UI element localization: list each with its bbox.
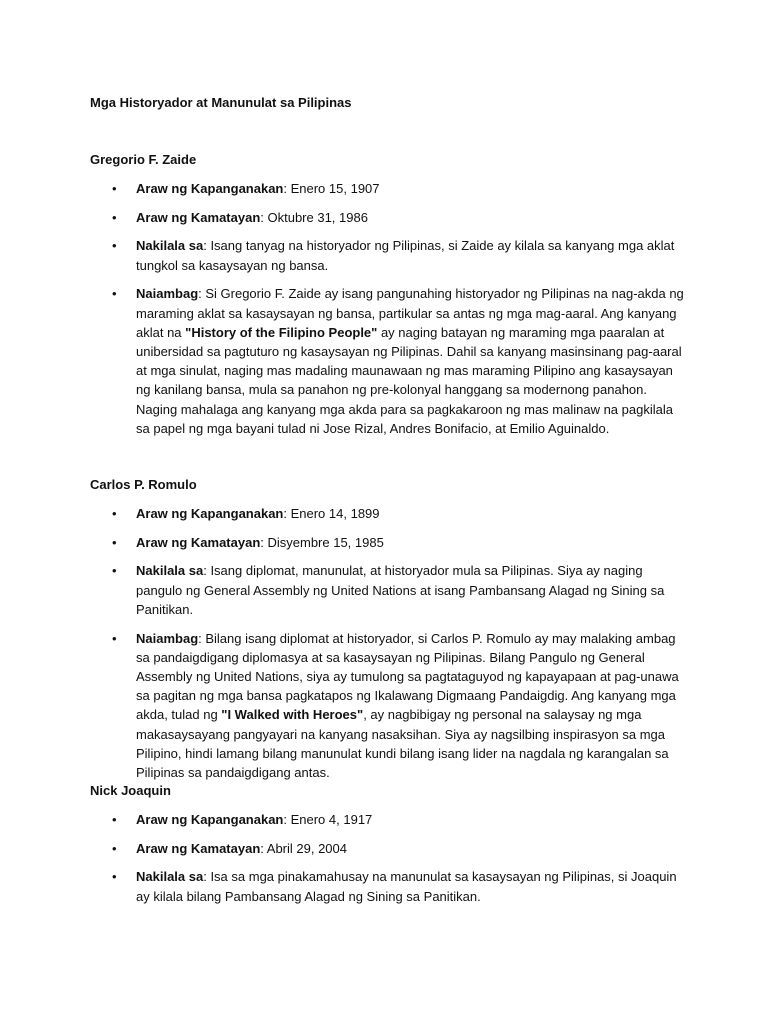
fact-known-for <box>90 867 690 905</box>
fact-label: Naiambag <box>136 630 199 646</box>
bullet-icon: • <box>112 812 117 827</box>
fact-list-joaquin <box>90 810 690 915</box>
fact-value: : Si Gregorio F. Zaide ay isang pangunahing historyador ng Pilipinas na nag-akda ng maraming aklat sa kasaysayan ng bansa, partikular sa antas ng mga mag-aaral. Ang kanyang aklat na <box>136 286 684 340</box>
fact-value: : Isang tanyag na historyador ng Pilipinas, si Zaide ay kilala sa kanyang mga aklat tungkol sa kasaysayan ng bansa. <box>136 238 675 273</box>
fact-list-romulo <box>90 504 690 792</box>
fact-known-for <box>90 236 690 274</box>
fact-label: Nakilala sa <box>136 869 204 885</box>
bullet-icon: • <box>112 630 117 646</box>
fact-value: : Oktubre 31, 1986 <box>260 209 368 225</box>
fact-label: Araw ng Kapanganakan <box>136 506 284 521</box>
fact-death <box>90 533 690 552</box>
fact-label: Araw ng Kapanganakan <box>136 181 284 196</box>
fact-value: : Isang diplomat, manunulat, at historyador mula sa Pilipinas. Siya ay naging pangulo ng General Assembly ng United Nations at isang Pambansang Alagad ng Sining sa Panitikan. <box>136 563 665 617</box>
fact-death <box>90 208 690 227</box>
fact-birth <box>90 810 690 829</box>
person-name-romulo: Carlos P. Romulo <box>90 477 197 492</box>
fact-contribution <box>90 629 690 783</box>
bullet-icon: • <box>112 563 117 579</box>
bullet-icon: • <box>112 506 117 521</box>
fact-known-for <box>90 561 690 619</box>
fact-label: Araw ng Kapanganakan <box>136 812 284 827</box>
fact-label: Naiambag <box>136 286 199 302</box>
book-title: "History of the Filipino People" <box>185 324 378 340</box>
fact-value: : Bilang isang diplomat at historyador, si Carlos P. Romulo ay may malaking ambag sa pandaigdigang diplomasya at sa kasaysayan ng Pilipinas. Bilang Pangulo ng General Assembly ng United Nations, siya ay tumulong sa pagtataguyod ng kapayapaan at pag-unawa sa pagitan ng mga bansa pagkatapos ng Ikalawang Digmaang Pandaigdig. Ang kanyang mga akda, tulad ng <box>136 630 679 723</box>
bullet-icon: • <box>112 534 117 550</box>
fact-label: Araw ng Kamatayan <box>136 534 261 550</box>
bullet-icon: • <box>112 286 117 302</box>
fact-value: : Abril 29, 2004 <box>260 840 347 856</box>
fact-label: Nakilala sa <box>136 563 204 579</box>
fact-birth <box>90 179 690 198</box>
person-name-joaquin: Nick Joaquin <box>90 783 171 798</box>
bullet-icon: • <box>112 209 117 225</box>
bullet-icon: • <box>112 840 117 856</box>
fact-contribution <box>90 284 690 438</box>
bullet-icon: • <box>112 869 117 885</box>
book-title: "I Walked with Heroes" <box>221 707 364 723</box>
fact-label: Araw ng Kamatayan <box>136 840 261 856</box>
fact-birth <box>90 504 690 523</box>
fact-value: , ay nagbibigay ng personal na salaysay ng mga makasaysayang pangyayari na kanyang nasaksihan. Siya ay nagsilbing inspirasyon sa mga Pilipino, hindi lamang bilang manunulat kundi bilang isang lider na nagdala ng karangalan sa Pilipinas sa pandaigdigang antas. <box>136 707 669 780</box>
fact-value: : Disyembre 15, 1985 <box>260 534 384 550</box>
fact-value: : Isa sa mga pinakamahusay na manunulat sa kasaysayan ng Pilipinas, si Joaquin ay kilala bilang Pambansang Alagad ng Sining sa Panitikan. <box>136 869 677 904</box>
fact-label: Araw ng Kamatayan <box>136 209 261 225</box>
fact-value: : Enero 14, 1899 <box>283 506 380 521</box>
fact-value: : Enero 4, 1917 <box>283 812 373 827</box>
fact-death <box>90 839 690 858</box>
fact-value: ay naging batayan ng maraming mga paaralan at unibersidad sa pagtuturo ng kasaysayan ng Pilipinas. Dahil sa kanyang masinsinang pag-aaral at mga sinulat, naging mas madaling maunawaan ng mas maraming Pilipino ang kasaysayan ng kanilang bansa, mula sa panahon ng pre-kolonyal hanggang sa modernong panahon. Naging mahalaga ang kanyang mga akda para sa pagkakaroon ng mas malinaw na pagkilala sa papel ng mga bayani tulad ni Jose Rizal, Andres Bonifacio, at Emilio Aguinaldo. <box>136 324 682 436</box>
fact-label: Nakilala sa <box>136 238 204 254</box>
bullet-icon: • <box>112 238 117 254</box>
document-title: Mga Historyador at Manunulat sa Pilipinas <box>90 95 352 110</box>
bullet-icon: • <box>112 181 117 196</box>
fact-list-zaide <box>90 179 690 447</box>
person-name-zaide: Gregorio F. Zaide <box>90 152 197 167</box>
fact-value: : Enero 15, 1907 <box>283 181 380 196</box>
